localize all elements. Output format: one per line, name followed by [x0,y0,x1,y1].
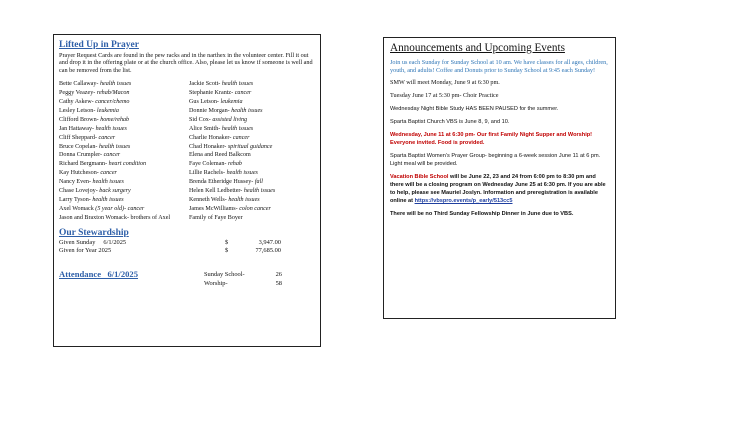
prayer-entry [189,169,315,178]
prayer-note: health issues [98,143,131,150]
vbs-label: Vacation Bible School [390,173,449,180]
attendance-block [59,269,315,295]
prayer-note: cancer [232,134,250,141]
prayer-note: health issues [226,170,258,177]
given-sunday-row [59,239,315,248]
worship-label: Worship- [204,279,228,287]
prayer-entry [189,187,315,196]
prayer-entry [59,169,185,178]
prayer-entry [59,80,185,89]
prayer-entry [59,143,185,152]
prayer-note: spiritual guidance [227,143,273,150]
attendance-title: Attendance 6/1/2025 [59,268,139,279]
prayer-title: Lifted Up in Prayer [59,40,139,50]
announcements-panel [383,37,616,319]
prayer-name: Clifford Brown- [59,116,99,123]
vbs-link[interactable]: https://vbspro.events/p_early/513cc5 [414,197,513,204]
prayer-entry [189,116,315,125]
prayer-entry [189,205,315,214]
given-year-label: Given for Year 2025 [59,247,112,255]
prayer-entry [59,134,185,143]
prayer-note: leukemia [220,99,243,106]
prayer-note: fall [254,179,263,186]
prayer-note: home/rehab [100,116,130,123]
prayer-entry [59,98,185,107]
prayer-note: back surgery [99,188,131,195]
given-year-row [59,247,315,256]
prayer-entry [59,151,185,160]
sunday-school-label: Sunday School- [204,270,245,278]
vbs-notice [390,173,609,205]
prayer-note: assisted living [212,116,248,123]
prayer-entry [59,205,185,214]
no-dinner-notice: There will be no Third Sunday Fellowship Dinner in June due to VBS. [390,210,574,217]
prayer-note: cancer/chemo [95,99,130,106]
choir-notice: Tuesday June 17 at 5:30 pm- Choir Practice [390,92,499,100]
prayer-entry [189,125,315,134]
stewardship-title: Our Stewardship [59,227,129,238]
dollar-sign: $ [225,238,229,246]
prayer-entry [59,125,185,134]
prayer-note: health issues [92,179,124,186]
sunday-school-value: 26 [275,270,282,278]
given-sunday-value: 3,947.00 [258,238,281,246]
prayer-name: Chase Lovejoy- [59,188,98,195]
prayer-name: Brenda Etheridge Hussey- [189,179,254,186]
prayer-name: Kay Hutcheson- [59,170,99,177]
prayer-note: health issues [95,125,127,132]
prayer-name: Lillie Rachels- [189,170,226,177]
prayer-name: Stephanie Krantz- [189,90,234,97]
given-year-value: 77,685.00 [255,247,281,255]
prayer-entry [189,160,315,169]
sunday-school-notice: Join us each Sunday for Sunday School at 10 am. We have classes for all ages, children, youth, and adults! Coffee and Donuts prior to Sunday School at 9:45 each Sunday! [390,59,608,74]
prayer-note: cancer [103,152,121,159]
prayer-name: Jan Hattaway- [59,125,95,132]
prayer-note: (5 year old)- cancer [95,205,145,212]
prayer-entry [189,98,315,107]
prayer-name: Peggy Veazey- [59,90,96,97]
prayer-entry [189,143,315,152]
prayer-entry [59,196,185,205]
prayer-note: health issues [92,197,124,203]
worship-value: 58 [275,279,282,287]
prayer-entry [189,89,315,98]
prayer-note: health issues [243,188,276,195]
prayer-entry [59,187,185,196]
prayer-name: Bette Callaway- [59,81,99,88]
prayer-entry [59,116,185,125]
prayer-note: health issues [221,81,254,88]
prayer-note: rehab/Macon [96,90,130,97]
prayer-entry [189,134,315,143]
prayer-entry [59,178,185,187]
prayer-note: cancer [100,170,117,177]
prayer-name: Alice Smith- [189,125,221,132]
prayer-note: health issues [231,107,263,114]
prayer-name: Faye Coleman- [189,161,227,168]
prayer-note: heart condition [108,161,147,168]
prayer-name: Gus Letson- [189,99,219,106]
announcements-title: Announcements and Upcoming Events [390,42,565,54]
vbs-text: will be June 22, 23 and 24 from 6:00 pm to 8:30 pm and there will be a closing program on Wednesday June 25 at 6:30 pm. If you are able to help, please see Mauriel Joslyn. Information and preregistration is available online at [390,173,606,204]
prayer-note: health issues [228,197,260,203]
prayer-name: Charlie Honaker- [189,134,232,141]
prayer-entry [189,80,315,89]
prayer-note: rehab [227,161,242,168]
prayer-name: Helen Kell Ledbetter- [189,188,243,195]
given-sunday-label: Given Sunday 6/1/2025 [59,238,127,246]
prayer-note: leukemia [96,107,119,114]
prayer-name: Donna Crumpler- [59,152,103,159]
prayer-note: health issues [221,125,254,132]
prayer-name: James McWilliams- [189,205,238,212]
prayer-name: Bruce Copelan- [59,143,98,150]
prayer-entry [59,107,185,116]
prayer-entry: Family of Faye Boyer [189,214,243,221]
prayer-name: Lesley Letson- [59,107,96,114]
prayer-name: Donnie Morgan- [189,107,230,114]
family-night-notice: Wednesday, June 11 at 6:30 pm- Our first Family Night Supper and Worship! Everyone invited. Food is provided. [390,131,593,146]
prayer-entry [189,151,315,160]
prayer-name: Cliff Sheppard- [59,134,97,141]
prayer-name: Jackie Scott- [189,81,221,88]
bible-study-notice: Wednesday Night Bible Study HAS BEEN PAUSED for the summer. [390,105,559,112]
prayer-note: colon cancer [239,205,271,212]
prayer-name: Sid Cox- [189,116,211,123]
prayer-note: cancer [234,90,252,97]
prayer-entry: Jason and Braxton Womack- brothers of Axel [59,214,171,221]
prayer-entry [59,160,185,169]
prayer-entry [189,178,315,187]
prayer-note: health issues [99,81,132,88]
prayer-entry [189,196,315,205]
prayer-note: cancer [98,134,116,141]
prayer-name: Chad Honaker- [189,143,227,150]
prayer-name: Cathy Askew- [59,99,94,106]
prayer-entry [189,107,315,116]
prayer-name: Elena and Reed Balkcom [189,152,251,159]
vbs-dates-notice: Sparta Baptist Church VBS is June 8, 9, and 10. [390,118,510,125]
prayer-entry [59,89,185,98]
prayer-name: Richard Bergmann- [59,161,108,168]
prayer-name: Nancy Even- [59,179,91,186]
prayer-name: Kenneth Wells- [189,197,227,203]
womens-group-notice: Sparta Baptist Women’s Prayer Group- beginning a 6-week session June 11 at 6 pm. Light meal will be provided. [390,152,601,167]
smw-notice: SMW will meet Monday, June 9 at 6:30 pm. [390,79,500,87]
prayer-intro: Prayer Request Cards are found in the pew racks and in the narthex in the volunteer center. Fill it out and drop it in the offering plate or at the church office. Also, please let us know if someone is well and can be removed from the list. [59,52,313,74]
dollar-sign: $ [225,247,229,255]
prayer-name: Axel Womack [59,205,94,212]
prayer-list [59,80,315,223]
prayer-name: Larry Tyson- [59,197,91,203]
bulletin-left-panel [53,34,321,347]
